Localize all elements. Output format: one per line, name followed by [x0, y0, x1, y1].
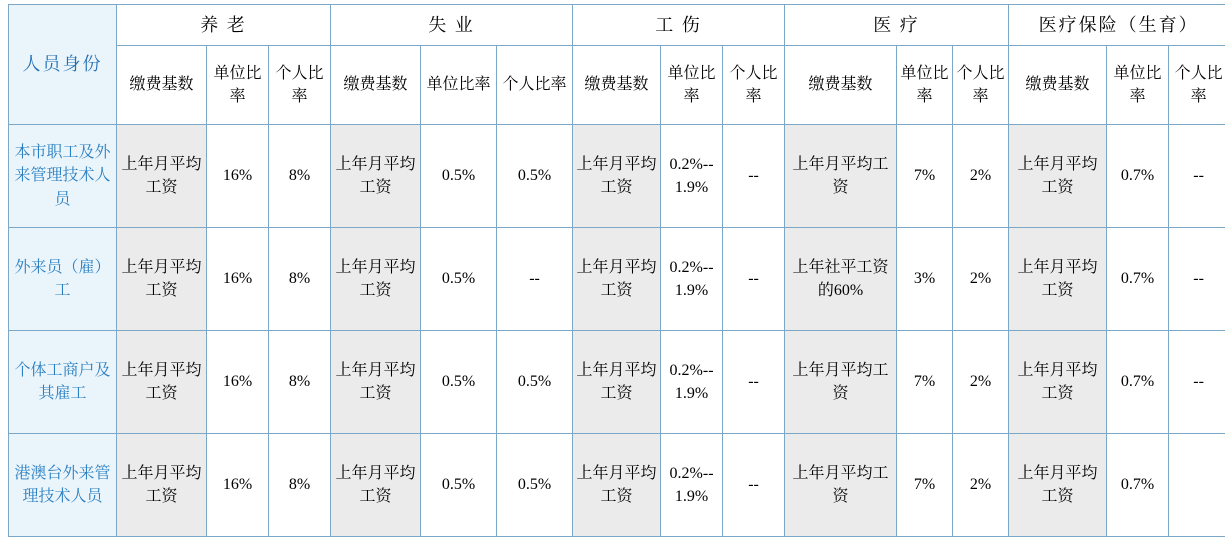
cell-maternity-employee: -- [1169, 228, 1225, 331]
cell-maternity-employer: 0.7% [1107, 228, 1169, 331]
subheader-maternity-base: 缴费基数 [1009, 46, 1107, 125]
cell-unemployment-employee: 0.5% [497, 434, 573, 537]
cell-medical-base: 上年月平均工资 [785, 125, 897, 228]
cell-maternity-base: 上年月平均工资 [1009, 125, 1107, 228]
cell-unemployment-base: 上年月平均工资 [331, 125, 421, 228]
cell-workinjury-employee: -- [723, 331, 785, 434]
cell-maternity-employer: 0.7% [1107, 125, 1169, 228]
cell-workinjury-base: 上年月平均工资 [573, 331, 661, 434]
cell-workinjury-employer: 0.2%--1.9% [661, 434, 723, 537]
cell-maternity-base: 上年月平均工资 [1009, 434, 1107, 537]
table-row [9, 125, 1225, 228]
row-identity: 港澳台外来管理技术人员 [9, 434, 117, 537]
cell-pension-employee: 8% [269, 228, 331, 331]
cell-maternity-employee [1169, 434, 1225, 537]
cell-pension-employer: 16% [207, 331, 269, 434]
subheader-pension-employee: 个人比率 [269, 46, 331, 125]
cell-medical-base: 上年月平均工资 [785, 434, 897, 537]
cell-medical-employee: 2% [953, 434, 1009, 537]
row-identity: 外来员（雇）工 [9, 228, 117, 331]
cell-pension-employee: 8% [269, 125, 331, 228]
subheader-unemployment-base: 缴费基数 [331, 46, 421, 125]
cell-workinjury-employer: 0.2%--1.9% [661, 331, 723, 434]
cell-workinjury-employee: -- [723, 434, 785, 537]
cell-pension-employer: 16% [207, 228, 269, 331]
row-identity: 本市职工及外来管理技术人员 [9, 125, 117, 228]
cell-pension-base: 上年月平均工资 [117, 331, 207, 434]
subheader-medical-employee: 个人比率 [953, 46, 1009, 125]
group-header-medical: 医 疗 [785, 5, 1009, 46]
cell-pension-base: 上年月平均工资 [117, 125, 207, 228]
cell-unemployment-employer: 0.5% [421, 228, 497, 331]
subheader-workinjury-employee: 个人比率 [723, 46, 785, 125]
cell-medical-employee: 2% [953, 331, 1009, 434]
table-row [9, 434, 1225, 537]
cell-medical-employer: 3% [897, 228, 953, 331]
subheader-workinjury-employer: 单位比率 [661, 46, 723, 125]
cell-unemployment-employee: 0.5% [497, 125, 573, 228]
cell-workinjury-employee: -- [723, 125, 785, 228]
rates-table [8, 4, 1225, 537]
cell-pension-base: 上年月平均工资 [117, 228, 207, 331]
cell-medical-employee: 2% [953, 228, 1009, 331]
cell-unemployment-base: 上年月平均工资 [331, 434, 421, 537]
subheader-maternity-employee: 个人比率 [1169, 46, 1225, 125]
cell-workinjury-employer: 0.2%--1.9% [661, 228, 723, 331]
cell-workinjury-base: 上年月平均工资 [573, 228, 661, 331]
cell-maternity-employee: -- [1169, 331, 1225, 434]
subheader-medical-base: 缴费基数 [785, 46, 897, 125]
cell-medical-employee: 2% [953, 125, 1009, 228]
cell-medical-employer: 7% [897, 331, 953, 434]
cell-maternity-employer: 0.7% [1107, 331, 1169, 434]
cell-unemployment-employer: 0.5% [421, 331, 497, 434]
group-header-work-injury: 工 伤 [573, 5, 785, 46]
cell-unemployment-employee: 0.5% [497, 331, 573, 434]
subheader-unemployment-employee: 个人比率 [497, 46, 573, 125]
cell-maternity-base: 上年月平均工资 [1009, 331, 1107, 434]
cell-workinjury-employer: 0.2%--1.9% [661, 125, 723, 228]
cell-unemployment-employer: 0.5% [421, 434, 497, 537]
group-header-maternity: 医疗保险（生育） [1009, 5, 1225, 46]
cell-pension-employer: 16% [207, 125, 269, 228]
cell-workinjury-base: 上年月平均工资 [573, 434, 661, 537]
cell-medical-base: 上年月平均工资 [785, 331, 897, 434]
subheader-medical-employer: 单位比率 [897, 46, 953, 125]
row-identity: 个体工商户及其雇工 [9, 331, 117, 434]
cell-unemployment-base: 上年月平均工资 [331, 331, 421, 434]
cell-unemployment-employee: -- [497, 228, 573, 331]
subheader-maternity-employer: 单位比率 [1107, 46, 1169, 125]
cell-unemployment-base: 上年月平均工资 [331, 228, 421, 331]
cell-medical-employer: 7% [897, 434, 953, 537]
cell-maternity-base: 上年月平均工资 [1009, 228, 1107, 331]
cell-unemployment-employer: 0.5% [421, 125, 497, 228]
subheader-unemployment-employer: 单位比率 [421, 46, 497, 125]
group-header-unemployment: 失 业 [331, 5, 573, 46]
cell-maternity-employer: 0.7% [1107, 434, 1169, 537]
table-header-groups [9, 5, 1225, 46]
cell-medical-base: 上年社平工资的60% [785, 228, 897, 331]
cell-pension-employer: 16% [207, 434, 269, 537]
table-row [9, 331, 1225, 434]
subheader-pension-base: 缴费基数 [117, 46, 207, 125]
table-header-subcolumns [9, 46, 1225, 125]
subheader-workinjury-base: 缴费基数 [573, 46, 661, 125]
cell-workinjury-employee: -- [723, 228, 785, 331]
cell-maternity-employee: -- [1169, 125, 1225, 228]
cell-pension-employee: 8% [269, 434, 331, 537]
group-header-pension: 养 老 [117, 5, 331, 46]
cell-pension-employee: 8% [269, 331, 331, 434]
cell-workinjury-base: 上年月平均工资 [573, 125, 661, 228]
identity-column-header: 人员身份 [9, 5, 117, 125]
table-row [9, 228, 1225, 331]
cell-medical-employer: 7% [897, 125, 953, 228]
subheader-pension-employer: 单位比率 [207, 46, 269, 125]
cell-pension-base: 上年月平均工资 [117, 434, 207, 537]
